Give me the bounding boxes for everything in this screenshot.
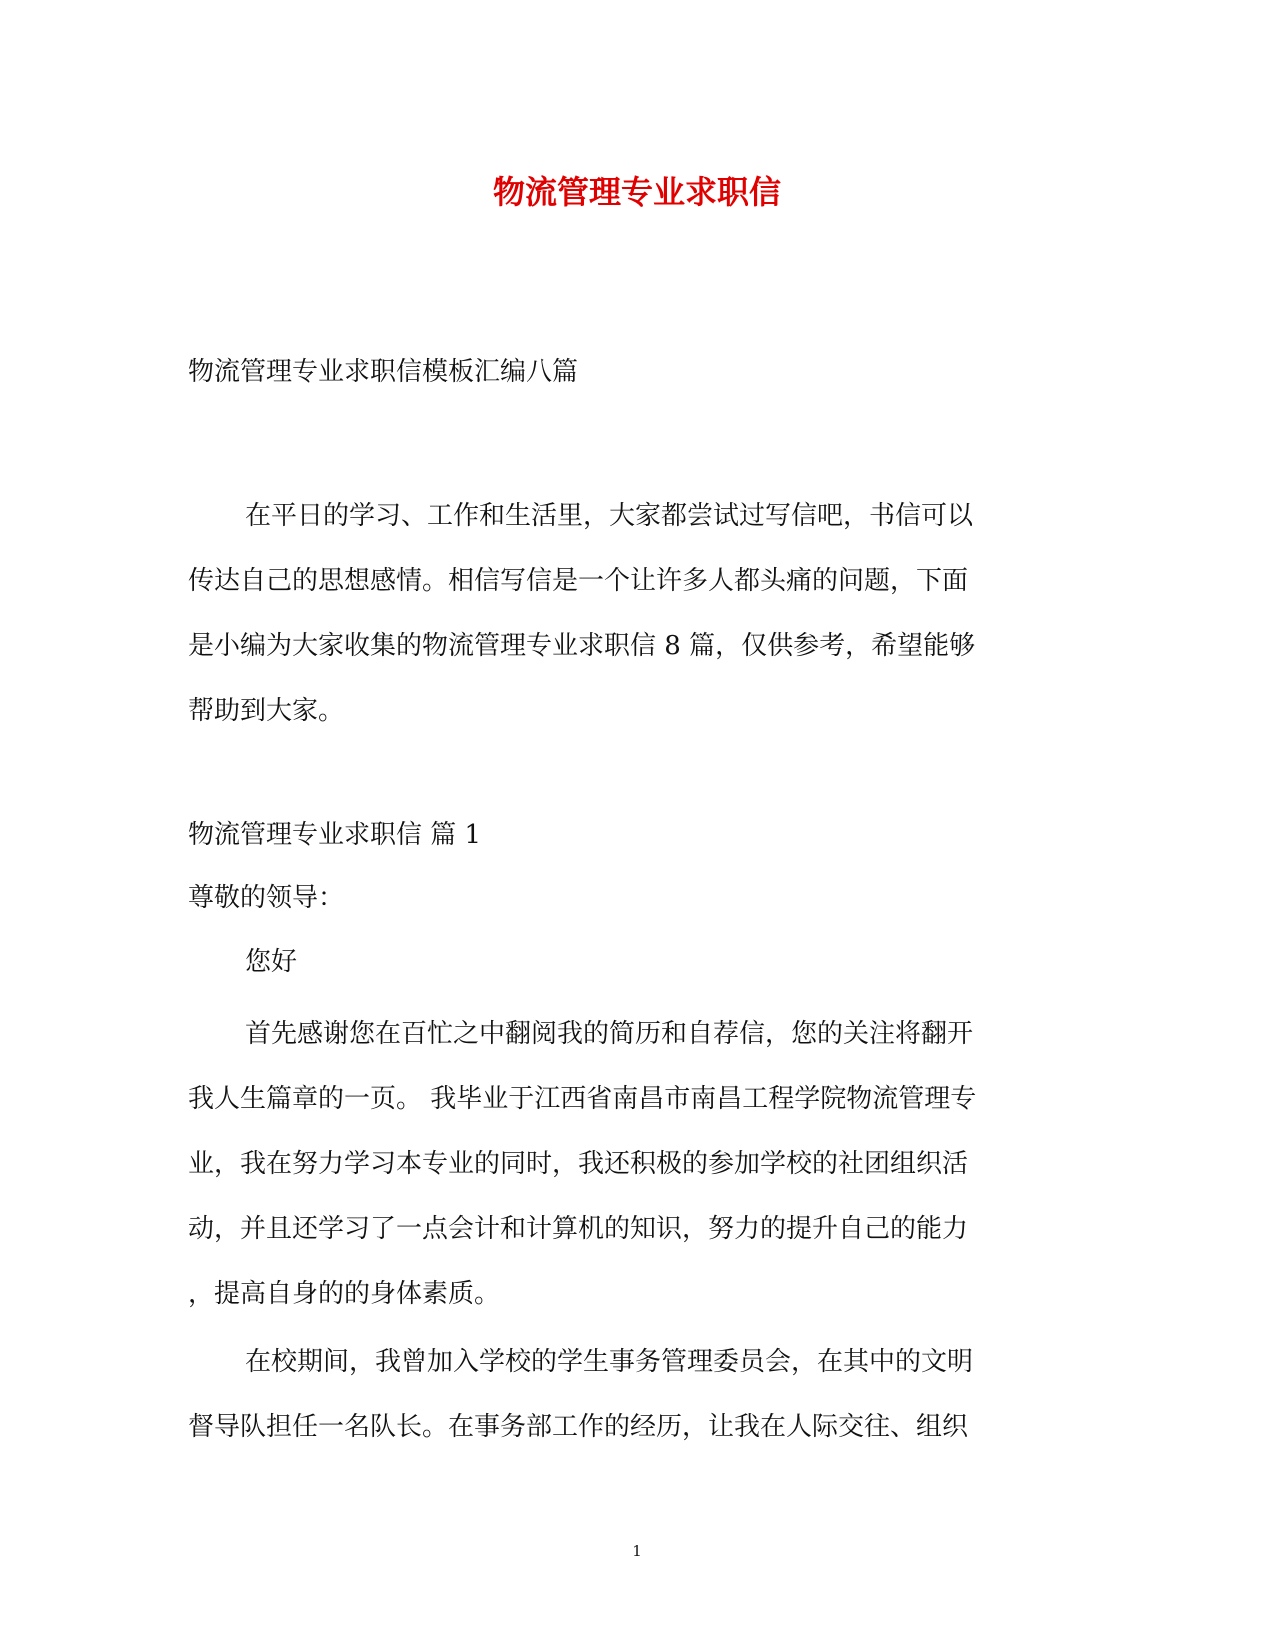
letter-salutation: 您好 [245,947,298,977]
intro-line: 传达自己的思想感情。相信写信是一个让许多人都头痛的问题，下面 [188,566,969,596]
body-line: 动，并且还学习了一点会计和计算机的知识，努力的提升自己的能力 [188,1214,969,1244]
body-paragraph-1 [188,1002,1088,1327]
intro-line: 帮助到大家。 [188,696,345,726]
body-line: 在校期间，我曾加入学校的学生事务管理委员会，在其中的文明 [245,1347,974,1377]
body-line: 首先感谢您在百忙之中翻阅我的简历和自荐信，您的关注将翻开 [245,1019,974,1049]
intro-line: 是小编为大家收集的物流管理专业求职信 8 篇，仅供参考，希望能够 [188,631,976,661]
body-line: 督导队担任一名队长。在事务部工作的经历，让我在人际交往、组织 [188,1412,969,1442]
body-line: 业，我在努力学习本专业的同时，我还积极的参加学校的社团组织活 [188,1149,969,1179]
body-paragraph-2 [188,1330,1088,1460]
page-number: 1 [632,1542,642,1560]
intro-paragraph [188,484,1088,744]
section-title: 物流管理专业求职信 篇 1 [188,820,482,850]
body-line: 我人生篇章的一页。 我毕业于江西省南昌市南昌工程学院物流管理专 [188,1084,977,1114]
letter-greeting: 尊敬的领导： [188,883,345,913]
document-title: 物流管理专业求职信 [492,173,781,211]
body-line: ，提高自身的的身体素质。 [188,1279,501,1309]
intro-line: 在平日的学习、工作和生活里，大家都尝试过写信吧，书信可以 [245,501,974,531]
document-subtitle: 物流管理专业求职信模板汇编八篇 [188,357,579,387]
